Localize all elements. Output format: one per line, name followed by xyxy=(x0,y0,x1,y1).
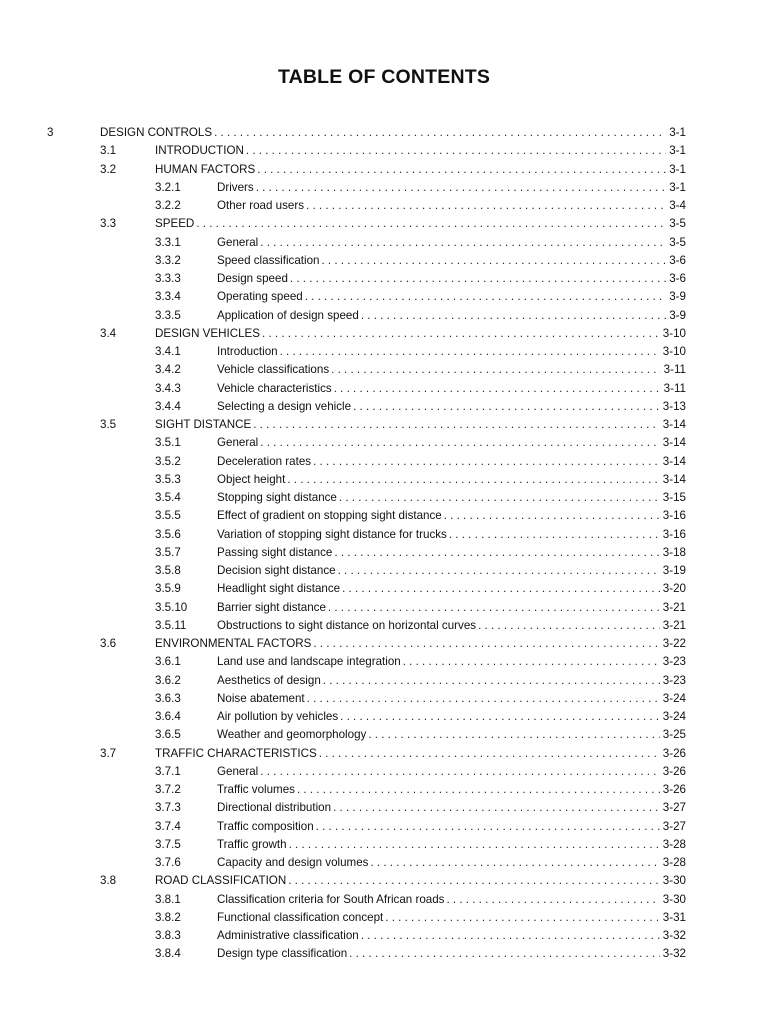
dot-leader xyxy=(385,909,660,927)
dot-leader xyxy=(253,416,660,434)
toc-entry-number: 3.2 xyxy=(100,162,117,176)
toc-entry-number: 3.3.4 xyxy=(155,290,181,304)
toc-entry-page: 3-6 xyxy=(669,272,686,285)
toc-entry-number: 3.7.4 xyxy=(155,819,181,833)
toc-entry-page: 3-23 xyxy=(662,655,686,669)
toc-entry-label: DESIGN VEHICLES xyxy=(155,326,261,340)
toc-entry-page: 3-1 xyxy=(669,162,686,176)
dot-leader xyxy=(342,580,660,598)
toc-entry-line xyxy=(217,343,686,361)
toc-entry-label: Drivers xyxy=(217,180,254,194)
toc-entry[interactable] xyxy=(0,124,768,142)
toc-entry-line xyxy=(217,380,686,398)
toc-entry-page: 3-23 xyxy=(662,673,686,687)
toc-entry[interactable] xyxy=(0,708,768,726)
toc-entry-line xyxy=(217,307,686,325)
toc-entry-page: 3-5 xyxy=(669,235,686,249)
toc-entry-line xyxy=(217,909,686,927)
toc-entry-label: ENVIRONMENTAL FACTORS xyxy=(155,637,312,650)
toc-entry-label: Vehicle characteristics xyxy=(217,381,332,395)
toc-entry-page: 3-21 xyxy=(662,600,686,614)
toc-entry[interactable] xyxy=(0,343,768,361)
toc-entry-page: 3-15 xyxy=(662,491,686,504)
toc-entry[interactable] xyxy=(0,781,768,799)
toc-entry[interactable] xyxy=(0,307,768,325)
dot-leader xyxy=(328,599,660,617)
toc-entry-line xyxy=(217,599,686,617)
toc-entry-number: 3.5.10 xyxy=(155,600,188,614)
dot-leader xyxy=(316,818,660,836)
toc-entry-page: 3-14 xyxy=(662,418,686,431)
toc-entry-number: 3.5 xyxy=(100,418,117,431)
toc-entry-line xyxy=(217,562,686,580)
toc-entry-line xyxy=(217,507,686,525)
toc-entry[interactable] xyxy=(0,726,768,744)
dot-leader xyxy=(313,453,660,471)
toc-entry[interactable] xyxy=(0,471,768,489)
toc-entry-line xyxy=(155,745,686,763)
toc-entry-line xyxy=(100,124,686,142)
toc-entry[interactable] xyxy=(0,398,768,416)
toc-entry-label: Aesthetics of design xyxy=(217,673,321,687)
toc-entry-page: 3-16 xyxy=(662,527,686,541)
toc-entry-number: 3.6.1 xyxy=(155,655,181,669)
toc-entry-page: 3-26 xyxy=(662,783,686,796)
toc-entry-number: 3.7 xyxy=(100,746,117,760)
toc-entry-page: 3-13 xyxy=(662,399,686,413)
toc-entry-line xyxy=(155,635,686,653)
toc-entry-page: 3-24 xyxy=(662,691,686,705)
dot-leader xyxy=(290,270,666,288)
toc-entry-page: 3-1 xyxy=(669,144,686,158)
toc-entry[interactable] xyxy=(0,489,768,507)
toc-entry-label: Stopping sight distance xyxy=(217,491,337,504)
toc-entry-label: Decision sight distance xyxy=(217,564,336,577)
toc-entry-label: Object height xyxy=(217,472,286,486)
toc-entry-line xyxy=(217,653,686,671)
toc-entry[interactable] xyxy=(0,672,768,690)
toc-entry-page: 3-10 xyxy=(662,345,686,358)
toc-entry-line xyxy=(217,270,686,288)
toc-entry-line xyxy=(155,215,686,233)
toc-entry-page: 3-28 xyxy=(662,837,686,851)
toc-entry-number: 3.3.5 xyxy=(155,308,181,322)
toc-entry-line xyxy=(217,179,686,197)
toc-entry-label: Obstructions to sight distance on horizontal curves xyxy=(217,618,477,632)
toc-entry[interactable] xyxy=(0,945,768,963)
toc-entry-page: 3-1 xyxy=(669,126,686,139)
dot-leader xyxy=(214,124,666,142)
dot-leader xyxy=(361,307,666,325)
dot-leader xyxy=(370,854,659,872)
toc-entry-page: 3-25 xyxy=(662,728,686,742)
toc-entry-number: 3.6.5 xyxy=(155,728,181,742)
dot-leader xyxy=(260,434,660,452)
toc-entry-line xyxy=(217,818,686,836)
toc-entry-line xyxy=(155,416,686,434)
toc-entry[interactable] xyxy=(0,872,768,890)
toc-entry[interactable] xyxy=(0,599,768,617)
toc-entry[interactable] xyxy=(0,836,768,854)
toc-entry-number: 3 xyxy=(47,126,54,139)
toc-entry-number: 3.3 xyxy=(100,217,117,231)
dot-leader xyxy=(262,325,660,343)
dot-leader xyxy=(340,708,660,726)
dot-leader xyxy=(403,653,660,671)
dot-leader xyxy=(306,197,666,215)
toc-entry-page: 3-10 xyxy=(662,326,686,340)
toc-entry[interactable] xyxy=(0,526,768,544)
dot-leader xyxy=(321,252,666,270)
toc-entry[interactable] xyxy=(0,891,768,909)
toc-entry-label: TRAFFIC CHARACTERISTICS xyxy=(155,746,317,760)
toc-entry-page: 3-11 xyxy=(663,363,686,377)
toc-entry[interactable] xyxy=(0,325,768,343)
toc-entry-page: 3-30 xyxy=(662,892,686,906)
toc-entry-label: HUMAN FACTORS xyxy=(155,162,256,176)
toc-entry[interactable] xyxy=(0,818,768,836)
toc-entry[interactable] xyxy=(0,416,768,434)
toc-entry-label: Traffic volumes xyxy=(217,783,295,796)
toc-entry-page: 3-9 xyxy=(669,290,686,304)
toc-entry-line xyxy=(155,142,686,160)
toc-entry-number: 3.5.4 xyxy=(155,491,181,504)
toc-entry-page: 3-31 xyxy=(662,910,686,924)
dot-leader xyxy=(446,891,659,909)
toc-entry-page: 3-5 xyxy=(669,217,686,231)
toc-entry-label: Other road users xyxy=(217,199,304,212)
toc-entry-label: Application of design speed xyxy=(217,308,359,322)
toc-entry-page: 3-32 xyxy=(662,929,686,942)
toc-entry-line xyxy=(217,288,686,306)
toc-entry-page: 3-26 xyxy=(662,764,686,778)
toc-entry-page: 3-22 xyxy=(662,637,686,650)
toc-entry-label: Directional distribution xyxy=(217,801,332,815)
toc-entry-number: 3.5.2 xyxy=(155,454,181,468)
toc-entry[interactable] xyxy=(0,617,768,635)
toc-entry-page: 3-14 xyxy=(662,436,686,450)
toc-entry-label: Traffic growth xyxy=(217,837,287,851)
table-of-contents xyxy=(0,124,768,964)
dot-leader xyxy=(353,398,660,416)
dot-leader xyxy=(305,288,667,306)
toc-entry-line xyxy=(217,781,686,799)
toc-entry-number: 3.6.4 xyxy=(155,710,181,723)
toc-entry-page: 3-21 xyxy=(662,618,686,632)
toc-entry-line xyxy=(217,234,686,252)
toc-entry-label: Headlight sight distance xyxy=(217,582,341,596)
toc-entry-label: Capacity and design volumes xyxy=(217,856,369,869)
toc-entry-line xyxy=(155,161,686,179)
toc-entry-line xyxy=(217,617,686,635)
dot-leader xyxy=(349,945,660,963)
toc-entry-line xyxy=(217,434,686,452)
toc-entry-line xyxy=(217,489,686,507)
toc-entry[interactable] xyxy=(0,562,768,580)
toc-entry-page: 3-6 xyxy=(669,253,686,267)
toc-entry-line xyxy=(217,544,686,562)
toc-entry-number: 3.5.1 xyxy=(155,436,181,450)
toc-entry[interactable] xyxy=(0,763,768,781)
toc-entry[interactable] xyxy=(0,653,768,671)
toc-entry-number: 3.7.2 xyxy=(155,783,181,796)
toc-entry-number: 3.5.7 xyxy=(155,545,181,559)
toc-entry[interactable] xyxy=(0,909,768,927)
toc-entry-page: 3-20 xyxy=(662,582,686,596)
toc-entry-label: Introduction xyxy=(217,345,278,358)
toc-entry-page: 3-26 xyxy=(662,746,686,760)
toc-entry-label: Noise abatement xyxy=(217,691,305,705)
toc-entry[interactable] xyxy=(0,580,768,598)
toc-entry-page: 3-14 xyxy=(662,472,686,486)
toc-entry-page: 3-11 xyxy=(663,381,686,395)
toc-entry-line xyxy=(217,672,686,690)
dot-leader xyxy=(313,635,659,653)
toc-entry-page: 3-18 xyxy=(662,545,686,559)
toc-entry-page: 3-28 xyxy=(662,856,686,869)
toc-entry-line xyxy=(217,398,686,416)
dot-leader xyxy=(339,489,660,507)
toc-entry-line xyxy=(217,891,686,909)
toc-entry-line xyxy=(217,252,686,270)
toc-entry-number: 3.2.2 xyxy=(155,199,181,212)
toc-entry[interactable] xyxy=(0,179,768,197)
toc-entry[interactable] xyxy=(0,690,768,708)
toc-entry-label: Barrier sight distance xyxy=(217,600,326,614)
toc-entry-line xyxy=(155,325,686,343)
toc-entry-number: 3.6.2 xyxy=(155,673,181,687)
toc-entry[interactable] xyxy=(0,745,768,763)
toc-entry-label: Passing sight distance xyxy=(217,545,333,559)
dot-leader xyxy=(256,179,667,197)
toc-entry-line xyxy=(217,708,686,726)
dot-leader xyxy=(280,343,660,361)
toc-entry-number: 3.5.6 xyxy=(155,527,181,541)
toc-entry-line xyxy=(217,854,686,872)
dot-leader xyxy=(331,361,661,379)
toc-entry-number: 3.7.1 xyxy=(155,764,181,778)
toc-entry-page: 3-1 xyxy=(669,180,686,194)
toc-entry-label: Effect of gradient on stopping sight distance xyxy=(217,509,442,523)
toc-entry-label: Design type classification xyxy=(217,947,348,961)
toc-entry-page: 3-4 xyxy=(669,199,686,212)
toc-entry-label: General xyxy=(217,436,259,450)
toc-entry-label: Classification criteria for South African roads xyxy=(217,892,445,906)
toc-entry-page: 3-30 xyxy=(662,874,686,888)
toc-entry-number: 3.8.1 xyxy=(155,892,181,906)
toc-entry-line xyxy=(217,945,686,963)
dot-leader xyxy=(287,471,659,489)
dot-leader xyxy=(478,617,660,635)
toc-entry-number: 3.3.1 xyxy=(155,235,181,249)
toc-entry[interactable] xyxy=(0,142,768,160)
toc-entry-number: 3.3.3 xyxy=(155,272,181,285)
toc-entry-page: 3-32 xyxy=(662,947,686,961)
page-title: TABLE OF CONTENTS xyxy=(277,66,491,88)
dot-leader xyxy=(323,672,660,690)
toc-entry-number: 3.4.4 xyxy=(155,399,181,413)
toc-entry[interactable] xyxy=(0,215,768,233)
dot-leader xyxy=(319,745,660,763)
toc-entry-label: General xyxy=(217,235,259,249)
dot-leader xyxy=(297,781,660,799)
toc-entry-label: SPEED xyxy=(155,217,195,231)
toc-entry-line xyxy=(217,726,686,744)
toc-entry-label: SIGHT DISTANCE xyxy=(155,418,252,431)
toc-entry-number: 3.3.2 xyxy=(155,253,181,267)
toc-entry-line xyxy=(217,453,686,471)
toc-entry-label: Vehicle classifications xyxy=(217,363,330,377)
toc-entry[interactable] xyxy=(0,288,768,306)
dot-leader xyxy=(196,215,666,233)
toc-entry[interactable] xyxy=(0,434,768,452)
toc-entry-label: INTRODUCTION xyxy=(155,144,244,158)
toc-entry[interactable] xyxy=(0,270,768,288)
toc-entry-label: Deceleration rates xyxy=(217,454,312,468)
toc-entry-line xyxy=(217,471,686,489)
toc-entry[interactable] xyxy=(0,380,768,398)
toc-entry[interactable] xyxy=(0,252,768,270)
toc-entry-number: 3.5.5 xyxy=(155,509,181,523)
dot-leader xyxy=(334,380,661,398)
toc-entry-label: Speed classification xyxy=(217,253,320,267)
toc-entry[interactable] xyxy=(0,453,768,471)
toc-entry-label: Weather and geomorphology xyxy=(217,728,367,742)
toc-entry-label: Administrative classification xyxy=(217,929,359,942)
toc-entry-line xyxy=(217,690,686,708)
dot-leader xyxy=(361,927,660,945)
toc-entry-page: 3-14 xyxy=(662,454,686,468)
toc-entry-number: 3.8.2 xyxy=(155,910,181,924)
dot-leader xyxy=(368,726,659,744)
toc-entry-line xyxy=(217,836,686,854)
toc-entry-label: DESIGN CONTROLS xyxy=(100,126,213,139)
toc-entry-line xyxy=(217,927,686,945)
toc-entry-number: 3.5.11 xyxy=(155,618,187,632)
toc-entry-line xyxy=(217,799,686,817)
dot-leader xyxy=(333,799,660,817)
toc-entry[interactable] xyxy=(0,544,768,562)
toc-entry-page: 3-27 xyxy=(662,819,686,833)
toc-entry-page: 3-19 xyxy=(662,564,686,577)
toc-entry-label: Traffic composition xyxy=(217,819,314,833)
toc-entry-line xyxy=(217,361,686,379)
toc-entry-label: Air pollution by vehicles xyxy=(217,710,339,723)
toc-entry[interactable] xyxy=(0,234,768,252)
toc-entry-number: 3.4.3 xyxy=(155,381,181,395)
toc-entry[interactable] xyxy=(0,507,768,525)
toc-entry-page: 3-16 xyxy=(662,509,686,523)
dot-leader xyxy=(338,562,660,580)
toc-entry-number: 3.1 xyxy=(100,144,117,158)
toc-entry-number: 3.2.1 xyxy=(155,180,181,194)
dot-leader xyxy=(307,690,660,708)
toc-entry-label: Variation of stopping sight distance for trucks xyxy=(217,527,447,541)
toc-entry-page: 3-27 xyxy=(662,801,686,815)
toc-entry-number: 3.7.6 xyxy=(155,856,181,869)
toc-entry-number: 3.4.1 xyxy=(155,345,181,358)
toc-entry-page: 3-24 xyxy=(662,710,686,723)
toc-entry[interactable] xyxy=(0,197,768,215)
toc-entry-number: 3.4 xyxy=(100,326,117,340)
toc-entry-label: Design speed xyxy=(217,272,288,285)
dot-leader xyxy=(334,544,659,562)
toc-entry-number: 3.6 xyxy=(100,637,117,650)
dot-leader xyxy=(257,161,666,179)
toc-entry[interactable] xyxy=(0,854,768,872)
toc-entry[interactable] xyxy=(0,927,768,945)
toc-entry-line xyxy=(217,197,686,215)
toc-entry-line xyxy=(217,763,686,781)
toc-entry-number: 3.8.3 xyxy=(155,929,181,942)
dot-leader xyxy=(289,836,660,854)
toc-entry-number: 3.7.5 xyxy=(155,837,181,851)
toc-entry-number: 3.6.3 xyxy=(155,691,181,705)
toc-entry-number: 3.7.3 xyxy=(155,801,181,815)
toc-entry-page: 3-9 xyxy=(669,308,686,322)
dot-leader xyxy=(288,872,660,890)
toc-entry-label: Selecting a design vehicle xyxy=(217,399,352,413)
toc-entry-label: Operating speed xyxy=(217,290,303,304)
toc-entry[interactable] xyxy=(0,361,768,379)
toc-entry-line xyxy=(155,872,686,890)
toc-entry-line xyxy=(217,580,686,598)
toc-entry-number: 3.5.9 xyxy=(155,582,181,596)
toc-entry[interactable] xyxy=(0,799,768,817)
toc-entry-number: 3.5.3 xyxy=(155,472,181,486)
toc-entry-label: General xyxy=(217,764,259,778)
toc-entry-label: ROAD CLASSIFICATION xyxy=(155,874,287,888)
dot-leader xyxy=(449,526,660,544)
toc-entry[interactable] xyxy=(0,635,768,653)
dot-leader xyxy=(260,234,666,252)
toc-entry-number: 3.8.4 xyxy=(155,947,181,961)
toc-entry[interactable] xyxy=(0,161,768,179)
toc-entry-label: Land use and landscape integration xyxy=(217,655,401,669)
toc-entry-number: 3.5.8 xyxy=(155,564,181,577)
toc-entry-label: Functional classification concept xyxy=(217,910,384,924)
dot-leader xyxy=(444,507,660,525)
toc-entry-number: 3.4.2 xyxy=(155,363,181,377)
toc-entry-line xyxy=(217,526,686,544)
dot-leader xyxy=(260,763,660,781)
dot-leader xyxy=(246,142,666,160)
toc-entry-number: 3.8 xyxy=(100,874,117,888)
